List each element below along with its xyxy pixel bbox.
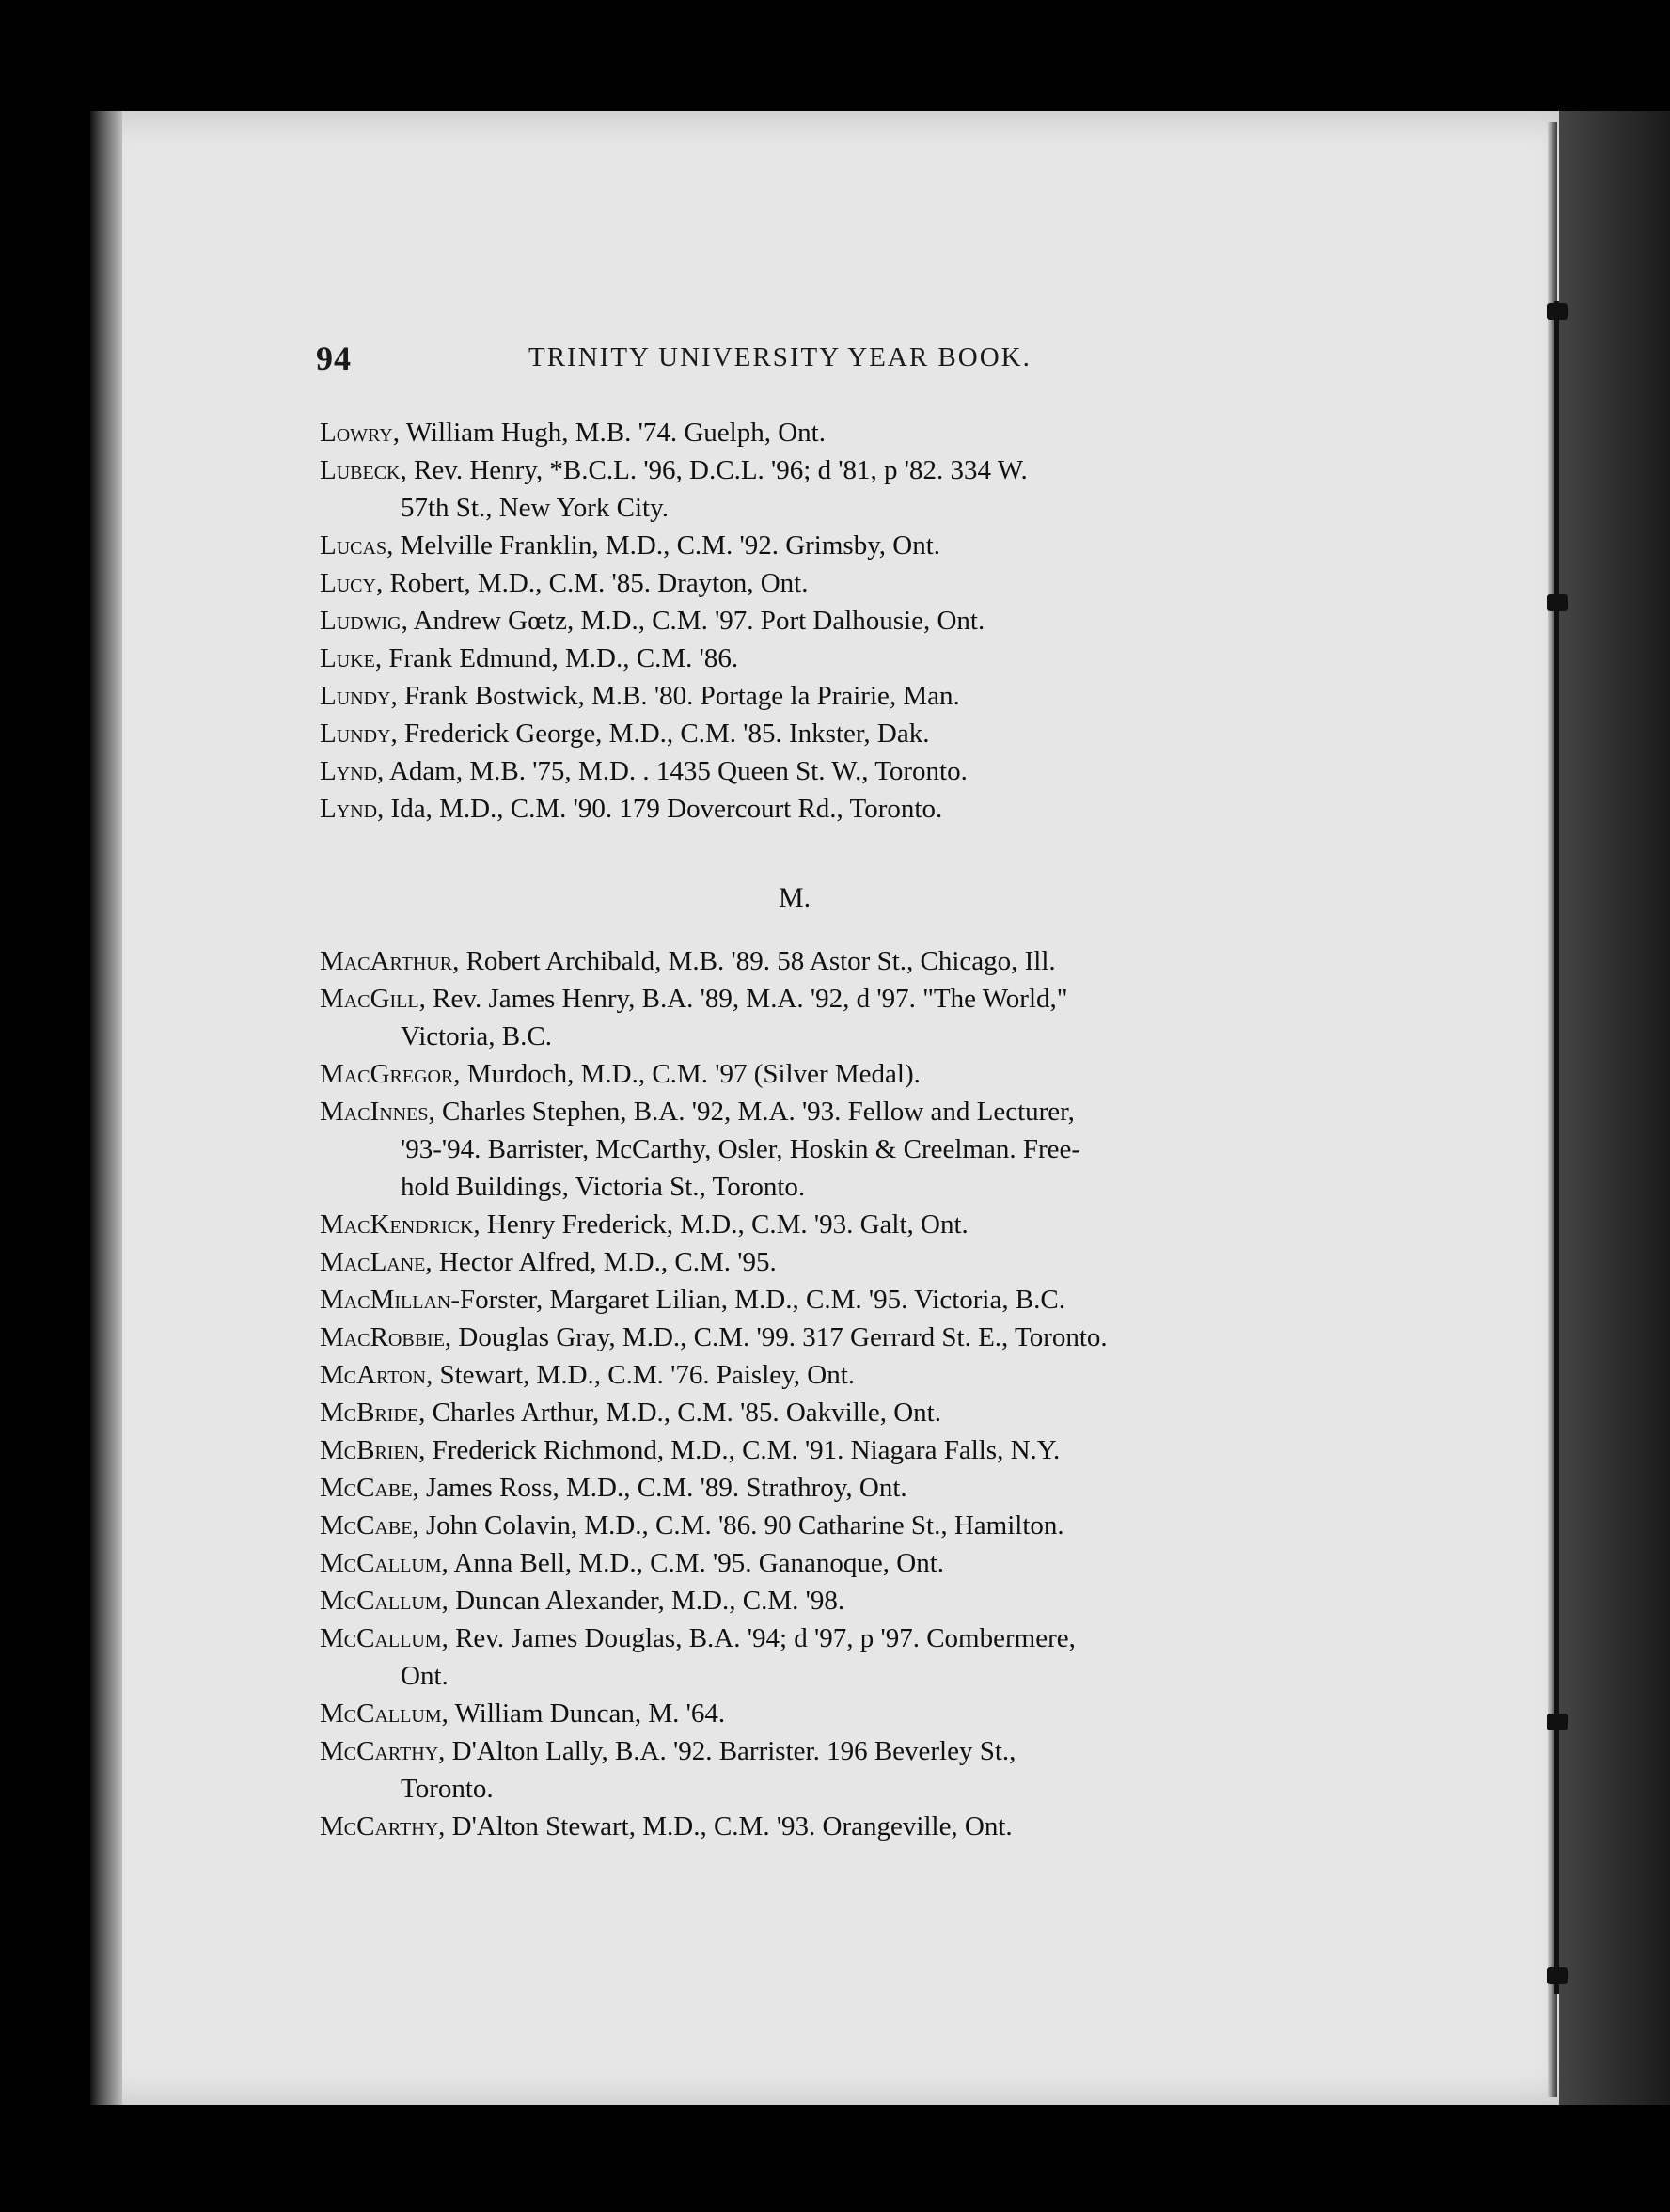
binding-stitch bbox=[1547, 303, 1568, 320]
entry-surname: McCarthy, bbox=[320, 1736, 446, 1766]
list-item bbox=[320, 1243, 1298, 1281]
entry-text: D'Alton Lally, B.A. '92. Barrister. 196 Beverley St., bbox=[451, 1736, 1016, 1766]
binding-stitch bbox=[1547, 594, 1568, 611]
entry-text: Ida, M.D., C.M. '90. 179 Dovercourt Rd., Toronto. bbox=[390, 794, 943, 824]
binding-thread bbox=[1554, 301, 1559, 1994]
list-item bbox=[320, 1431, 1298, 1469]
entry-text: Frank Edmund, M.D., C.M. '86. bbox=[388, 643, 739, 673]
list-item bbox=[320, 752, 1298, 790]
entry-text: Stewart, M.D., C.M. '76. Paisley, Ont. bbox=[439, 1360, 856, 1390]
list-item bbox=[320, 1055, 1298, 1093]
entry-surname: McCabe, bbox=[320, 1510, 419, 1540]
entry-surname: Lubeck, bbox=[320, 455, 407, 485]
entry-surname: MacGill, bbox=[320, 984, 426, 1014]
entry-text: Charles Stephen, B.A. '92, M.A. '93. Fellow and Lecturer, bbox=[441, 1097, 1075, 1127]
entry-surname: McCarthy, bbox=[320, 1811, 446, 1841]
list-item bbox=[320, 942, 1298, 980]
entry-continuation: Toronto. bbox=[401, 1774, 494, 1804]
list-item bbox=[320, 1469, 1298, 1507]
entry-text: Frank Bostwick, M.B. '80. Portage la Prairie, Man. bbox=[404, 681, 960, 711]
entry-surname: McCallum, bbox=[320, 1548, 449, 1578]
list-item bbox=[320, 1356, 1298, 1394]
list-item bbox=[320, 414, 1298, 451]
entry-surname: Lundy, bbox=[320, 681, 398, 711]
list-item bbox=[320, 980, 1298, 1055]
binding-stitch bbox=[1547, 1714, 1568, 1730]
entry-text: James Ross, M.D., C.M. '89. Strathroy, Ont. bbox=[425, 1473, 907, 1503]
list-item bbox=[320, 1507, 1298, 1544]
entry-surname: McCallum, bbox=[320, 1586, 449, 1616]
entry-text: Duncan Alexander, M.D., C.M. '98. bbox=[455, 1586, 845, 1616]
list-item bbox=[320, 602, 1298, 640]
list-item bbox=[320, 1808, 1298, 1845]
entry-text: Frederick George, M.D., C.M. '85. Inkster, Dak. bbox=[404, 719, 930, 749]
entry-text: Anna Bell, M.D., C.M. '95. Gananoque, Ont. bbox=[453, 1548, 945, 1578]
entry-surname: MacGregor, bbox=[320, 1059, 461, 1089]
entry-surname: Lucy, bbox=[320, 568, 384, 598]
entry-text: D'Alton Stewart, M.D., C.M. '93. Orangeville, Ont. bbox=[451, 1811, 1013, 1841]
entry-text: Robert Archibald, M.B. '89. 58 Astor St., Chicago, Ill. bbox=[465, 946, 1056, 976]
entry-continuation: '93-'94. Barrister, McCarthy, Osler, Hoskin & Creelman. Free- bbox=[401, 1134, 1081, 1164]
page-spine bbox=[90, 111, 122, 2105]
list-item bbox=[320, 1319, 1298, 1356]
entry-text: Murdoch, M.D., C.M. '97 (Silver Medal). bbox=[466, 1059, 921, 1089]
entry-surname: McCabe, bbox=[320, 1473, 419, 1503]
list-item bbox=[320, 790, 1298, 828]
entry-surname: Lynd, bbox=[320, 794, 385, 824]
entry-continuation: Victoria, B.C. bbox=[401, 1021, 552, 1051]
entry-surname: MacKendrick, bbox=[320, 1209, 481, 1240]
entry-surname: Ludwig, bbox=[320, 606, 408, 636]
entry-text: William Hugh, M.B. '74. Guelph, Ont. bbox=[405, 418, 826, 448]
page-header bbox=[316, 339, 1068, 386]
list-item bbox=[320, 1394, 1298, 1431]
entry-continuation: hold Buildings, Victoria St., Toronto. bbox=[401, 1172, 806, 1202]
entry-text: Frederick Richmond, M.D., C.M. '91. Niagara Falls, N.Y. bbox=[432, 1435, 1061, 1465]
list-item bbox=[320, 640, 1298, 677]
entry-surname: Lowry, bbox=[320, 418, 400, 448]
entry-surname: Lucas, bbox=[320, 530, 394, 561]
entry-surname: McBride, bbox=[320, 1398, 426, 1428]
entry-text: Melville Franklin, M.D., C.M. '92. Grimsby, Ont. bbox=[400, 530, 941, 561]
entry-surname: Luke, bbox=[320, 643, 383, 673]
entry-surname: MacMillan- bbox=[320, 1285, 460, 1315]
entry-text: Andrew Gœtz, M.D., C.M. '97. Port Dalhousie, Ont. bbox=[413, 606, 985, 636]
list-item bbox=[320, 715, 1298, 752]
entry-text: John Colavin, M.D., C.M. '86. 90 Catharine St., Hamilton. bbox=[425, 1510, 1064, 1540]
list-item bbox=[320, 1206, 1298, 1243]
entry-text: Henry Frederick, M.D., C.M. '93. Galt, Ont. bbox=[486, 1209, 969, 1240]
entry-continuation: Ont. bbox=[401, 1661, 449, 1691]
entry-text: Adam, M.B. '75, M.D. . 1435 Queen St. W., Toronto. bbox=[388, 756, 968, 786]
entry-surname: MacLane, bbox=[320, 1247, 433, 1277]
list-item bbox=[320, 677, 1298, 715]
entry-surname: Lynd, bbox=[320, 756, 385, 786]
list-item bbox=[320, 1695, 1298, 1732]
entry-text: Douglas Gray, M.D., C.M. '99. 317 Gerrard St. E., Toronto. bbox=[458, 1322, 1108, 1352]
entry-text: Forster, Margaret Lilian, M.D., C.M. '95. Victoria, B.C. bbox=[460, 1285, 1066, 1315]
entry-surname: Lundy, bbox=[320, 719, 398, 749]
entry-text: Rev. James Henry, B.A. '89, M.A. '92, d '97. "The World," bbox=[433, 984, 1068, 1014]
entry-surname: McArton, bbox=[320, 1360, 433, 1390]
list-item bbox=[320, 1620, 1298, 1695]
entry-text: Charles Arthur, M.D., C.M. '85. Oakville, Ont. bbox=[432, 1398, 941, 1428]
running-title: TRINITY UNIVERSITY YEAR BOOK. bbox=[528, 342, 1032, 372]
list-item bbox=[320, 1281, 1298, 1319]
list-item bbox=[320, 564, 1298, 602]
entry-continuation: 57th St., New York City. bbox=[401, 493, 669, 523]
list-item bbox=[320, 1732, 1298, 1808]
adjacent-page-strip bbox=[1559, 111, 1670, 2105]
entry-text: William Duncan, M. '64. bbox=[454, 1698, 726, 1729]
entry-text: Rev. Henry, *B.C.L. '96, D.C.L. '96; d '81, p '82. 334 W. bbox=[414, 455, 1028, 485]
binding-stitch bbox=[1547, 1967, 1568, 1984]
entry-surname: McBrien, bbox=[320, 1435, 426, 1465]
entry-surname: McCallum, bbox=[320, 1623, 449, 1653]
list-item bbox=[320, 1582, 1298, 1620]
entry-surname: MacInnes, bbox=[320, 1097, 435, 1127]
list-item bbox=[320, 527, 1298, 564]
entry-surname: MacRobbie, bbox=[320, 1322, 452, 1352]
list-item bbox=[320, 451, 1298, 527]
section-letter: M. bbox=[779, 882, 811, 913]
page-number: 94 bbox=[316, 340, 352, 377]
entry-surname: McCallum, bbox=[320, 1698, 449, 1729]
entry-text: Robert, M.D., C.M. '85. Drayton, Ont. bbox=[389, 568, 809, 598]
list-item bbox=[320, 1544, 1298, 1582]
entry-surname: MacArthur, bbox=[320, 946, 460, 976]
list-item bbox=[320, 1093, 1298, 1206]
entry-text: Rev. James Douglas, B.A. '94; d '97, p '97. Combermere, bbox=[455, 1623, 1076, 1653]
entry-text: Hector Alfred, M.D., C.M. '95. bbox=[438, 1247, 777, 1277]
